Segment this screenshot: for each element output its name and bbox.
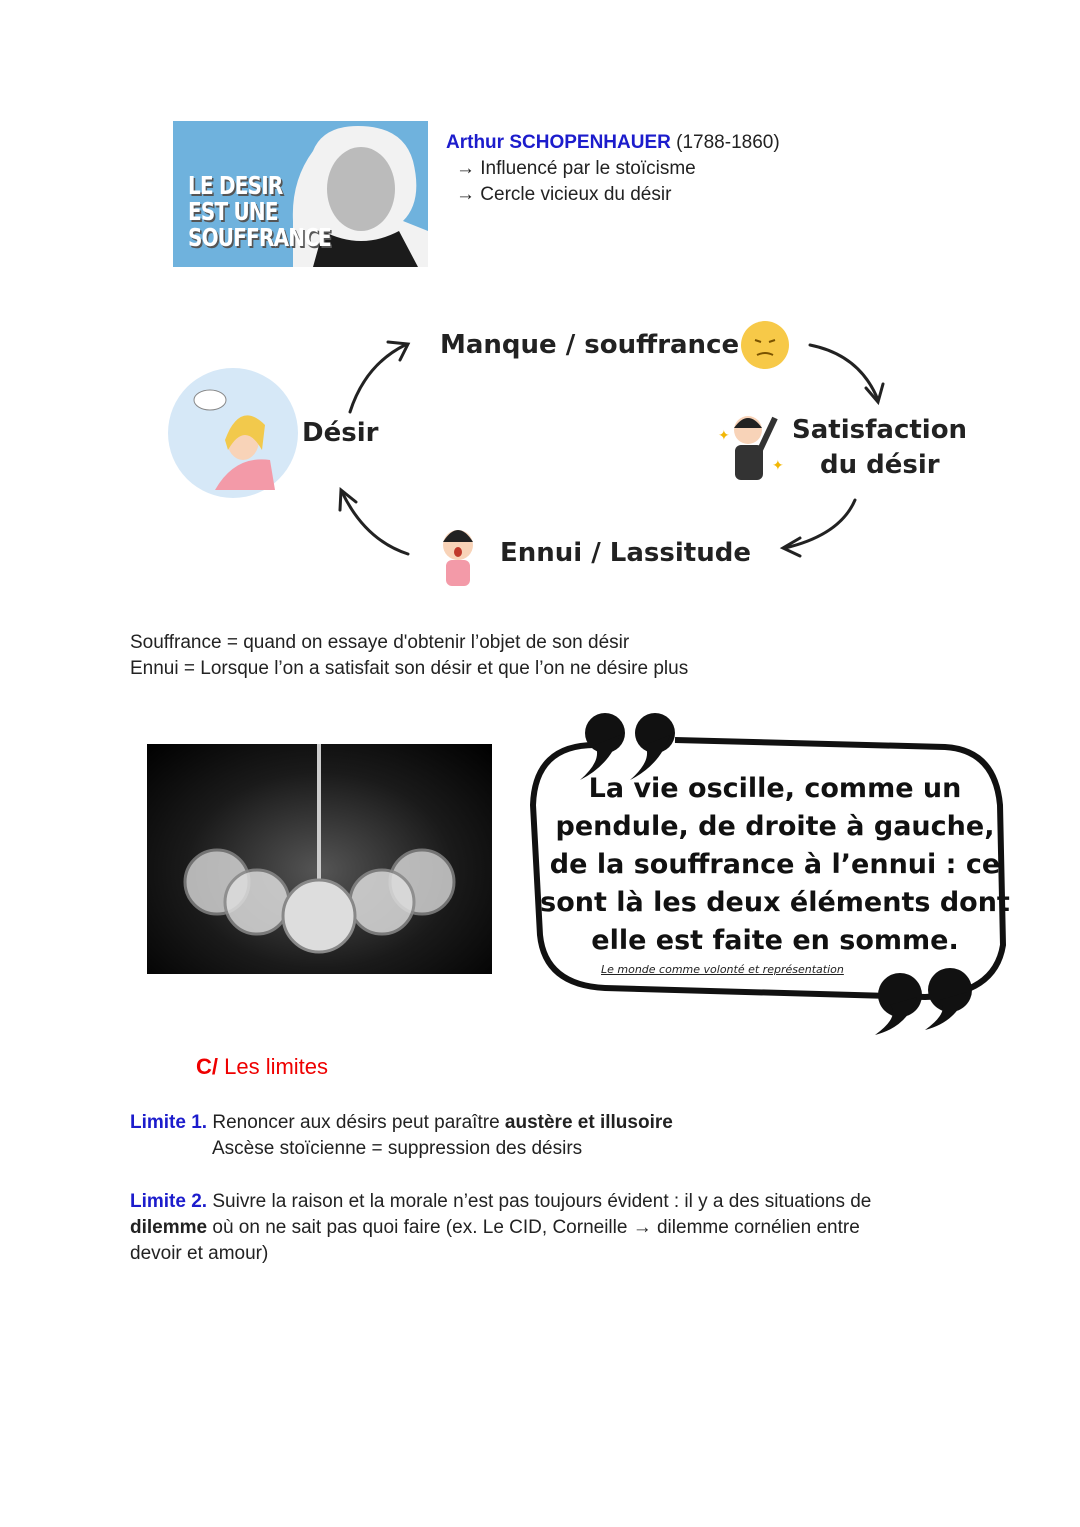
quote-line: La vie oscille, comme un xyxy=(588,773,962,804)
limit-text: où on ne sait pas quoi faire (ex. Le CID, Corneille → dilemme cornélien entre xyxy=(207,1217,860,1238)
section-heading xyxy=(196,1054,328,1080)
limit-label: Limite 1. xyxy=(130,1112,208,1133)
limit-2 xyxy=(130,1189,871,1215)
sad-face-icon xyxy=(741,321,789,369)
cycle-step-ennui: Ennui / Lassitude xyxy=(500,538,751,568)
title-line: EST UNE xyxy=(188,197,278,226)
quote-line: elle est faite en somme. xyxy=(591,925,959,956)
author-point: → Cercle vicieux du désir xyxy=(456,184,672,205)
arrow-desir-to-manque xyxy=(350,345,405,412)
limit-1-sub: Ascèse stoïcienne = suppression des désirs xyxy=(212,1138,583,1159)
limit-text: Suivre la raison et la morale n’est pas toujours évident : il y a des situations de xyxy=(207,1191,872,1212)
quote-source: Le monde comme volonté et représentation xyxy=(601,963,844,976)
definition-souffrance: Souffrance = quand on essaye d'obtenir l’objet de son désir xyxy=(130,632,630,653)
image-title xyxy=(188,173,331,251)
limit-1 xyxy=(130,1110,673,1136)
cycle-step-satisfaction-2: du désir xyxy=(820,450,940,480)
yawning-girl-icon xyxy=(443,530,473,586)
title-line: SOUFFRANCE xyxy=(188,223,331,252)
cycle-step-satisfaction: Satisfaction xyxy=(792,415,968,445)
author-heading xyxy=(446,130,780,156)
limit-bold: austère et illusoire xyxy=(504,1112,673,1133)
author-dates: (1788-1860) xyxy=(676,132,780,153)
close-quote-icon xyxy=(875,968,972,1035)
svg-text:✦: ✦ xyxy=(718,427,730,443)
celebrating-man-icon xyxy=(718,416,784,480)
title-line: LE DESIR xyxy=(188,171,283,200)
quote-text xyxy=(540,770,1010,960)
quote-line: sont là les deux éléments dont xyxy=(540,887,1010,918)
author-name: Arthur SCHOPENHAUER xyxy=(446,132,671,153)
schopenhauer-image xyxy=(173,121,428,267)
arrow-ennui-to-desir xyxy=(342,492,408,554)
svg-text:✦: ✦ xyxy=(772,457,784,473)
section-title: Les limites xyxy=(218,1054,329,1079)
limit-text: Renoncer aux désirs peut paraître xyxy=(207,1112,505,1133)
limit-2-line2 xyxy=(130,1215,860,1241)
cycle-step-desir: Désir xyxy=(302,418,379,448)
definition-ennui: Ennui = Lorsque l’on a satisfait son désir et que l’on ne désire plus xyxy=(130,658,689,679)
limit-label: Limite 2. xyxy=(130,1191,208,1212)
quote-line: de la souffrance à l’ennui : ce xyxy=(549,849,1001,880)
cycle-step-manque: Manque / souffrance xyxy=(440,330,740,360)
author-point: → Influencé par le stoïcisme xyxy=(456,158,696,179)
pendulum-image xyxy=(147,744,492,974)
section-prefix: C/ xyxy=(196,1054,218,1079)
quote-line: pendule, de droite à gauche, xyxy=(555,811,995,842)
limit-2-line3: devoir et amour) xyxy=(130,1243,269,1264)
limit-bold: dilemme xyxy=(130,1217,208,1238)
